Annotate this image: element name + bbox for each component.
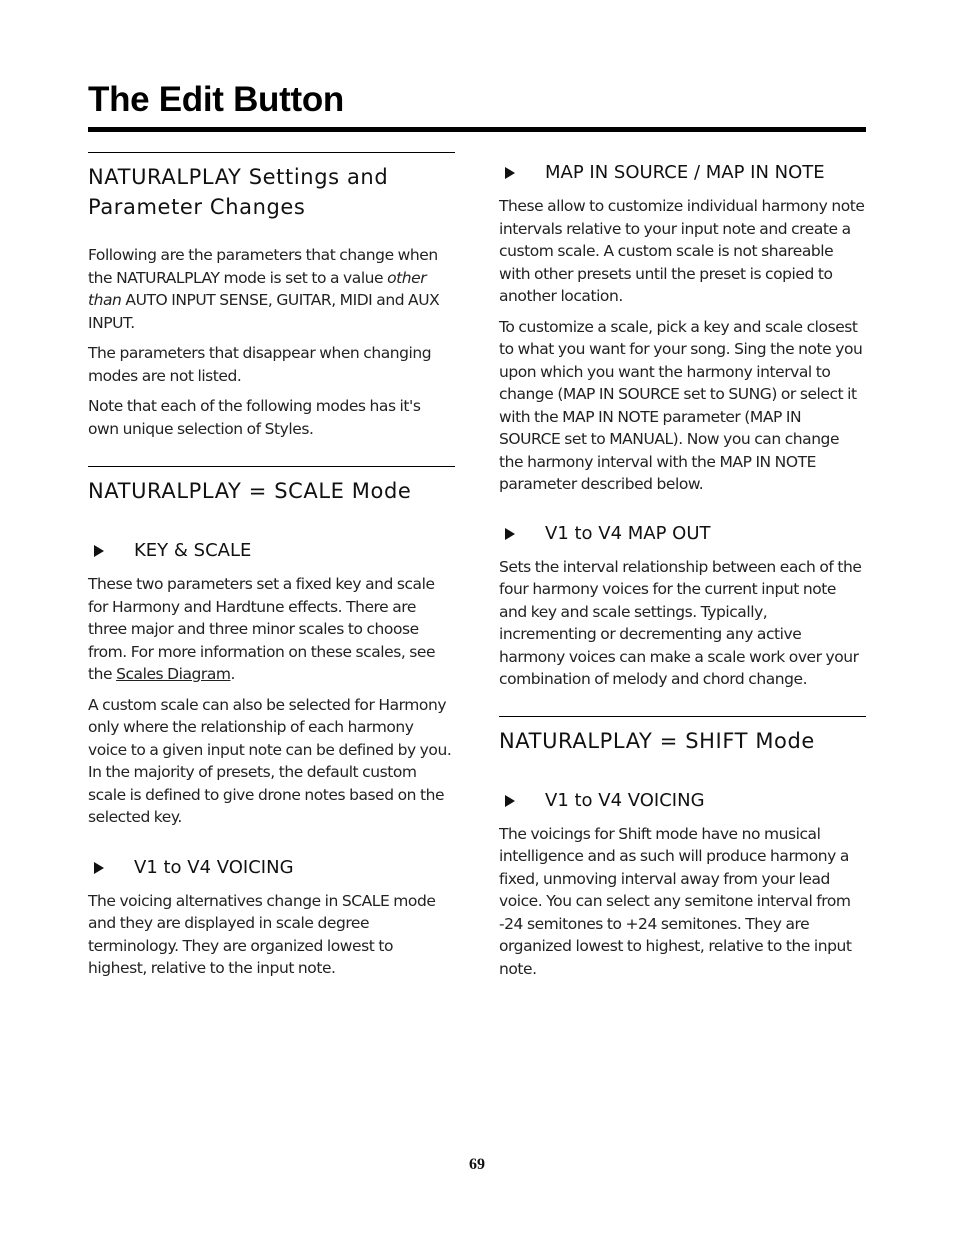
emphasis-other-than: other than [88, 268, 427, 309]
title-rule [88, 127, 866, 132]
paragraph-key-scale [88, 573, 455, 686]
text-span: . [230, 665, 236, 683]
paragraph-map-out: Sets the interval relationship between each of the four harmony voices for the current input note and key and scale settings. Typically, incrementing or decrementing any active harmony voices can make a scale work over your combination of melody and chord change. [499, 557, 862, 688]
heading-naturalplay-settings: NATURALPLAY Settings and Parameter Changes [88, 152, 455, 222]
paragraph-shift-voicing: The voicings for Shift mode have no musical intelligence and as such will produce harmony a fixed, unmoving interval away from your lead voice. You can select any semitone interval from -24 semitones to +24 semitones. They are organized lowest to highest, relative to the input note. [499, 824, 852, 978]
heading-key-scale [88, 538, 455, 564]
triangle-bullet-icon [505, 167, 515, 179]
right-column [499, 152, 866, 988]
heading-scale-voicing [88, 855, 455, 881]
paragraph-map-in-2: To customize a scale, pick a key and scale closest to what you want for your song. Sing the note you upon which you want the harmony interval to change (MAP IN SOURCE set to SUNG) or select it with the MAP IN NOTE parameter (MAP IN SOURCE set to MANUAL). Now you can change the harmony interval with the MAP IN NOTE parameter described below. [499, 317, 863, 493]
section-naturalplay-settings [88, 152, 455, 440]
paragraph-disappear: The parameters that disappear when changing modes are not listed. [88, 344, 432, 385]
page-title: The Edit Button [88, 80, 345, 119]
heading-shift-mode: NATURALPLAY = SHIFT Mode [499, 716, 866, 756]
triangle-bullet-icon [505, 795, 515, 807]
text-span: AUTO INPUT SENSE, GUITAR, MIDI and AUX INPUT. [88, 291, 440, 332]
subsection-map-in [499, 152, 866, 496]
heading-shift-voicing [499, 788, 866, 814]
triangle-bullet-icon [505, 528, 515, 540]
text-span: These two parameters set a fixed key and scale for Harmony and Hardtune effects. There are three major and three minor scales to choose from. For more information on these scales, see the [88, 575, 436, 683]
heading-shift-voicing-label: V1 to V4 VOICING [545, 789, 705, 811]
subsection-shift-voicing [499, 788, 866, 981]
heading-key-scale-label: KEY & SCALE [134, 540, 252, 561]
heading-map-in-label: MAP IN SOURCE / MAP IN NOTE [545, 162, 825, 183]
heading-map-out-label: V1 to V4 MAP OUT [545, 522, 711, 544]
heading-scale-mode: NATURALPLAY = SCALE Mode [88, 466, 455, 506]
paragraph-custom-scale: A custom scale can also be selected for Harmony only where the relationship of each harmony voice to a given input note can be defined by you. In the majority of presets, the default custom scale is defined to give drone notes based on the selected key. [88, 695, 452, 826]
subsection-key-scale [88, 538, 455, 829]
paragraph-settings-intro [88, 244, 455, 334]
paragraph-map-in-1: These allow to customize individual harmony note intervals relative to your input note and create a custom scale. A custom scale is not shareable with other presets until the preset is copied to another location. [499, 197, 865, 305]
section-shift-mode [499, 716, 866, 981]
section-scale-mode [88, 466, 455, 980]
triangle-bullet-icon [94, 862, 104, 874]
paragraph-scale-voicing: The voicing alternatives change in SCALE mode and they are displayed in scale degree terminology. They are organized lowest to highest, relative to the input note. [88, 891, 436, 977]
heading-map-in [499, 160, 866, 186]
page-number: 69 [469, 1156, 485, 1173]
heading-scale-voicing-label: V1 to V4 VOICING [134, 856, 294, 878]
triangle-bullet-icon [94, 545, 104, 557]
subsection-scale-voicing [88, 855, 455, 980]
left-column [88, 152, 455, 988]
paragraph-styles-note: Note that each of the following modes has it's own unique selection of Styles. [88, 397, 421, 438]
subsection-map-out [499, 521, 866, 691]
scales-diagram-link[interactable]: Scales Diagram [116, 665, 231, 683]
heading-map-out [499, 521, 866, 547]
text-span: Following are the parameters that change when the NATURALPLAY mode is set to a value [88, 246, 438, 287]
